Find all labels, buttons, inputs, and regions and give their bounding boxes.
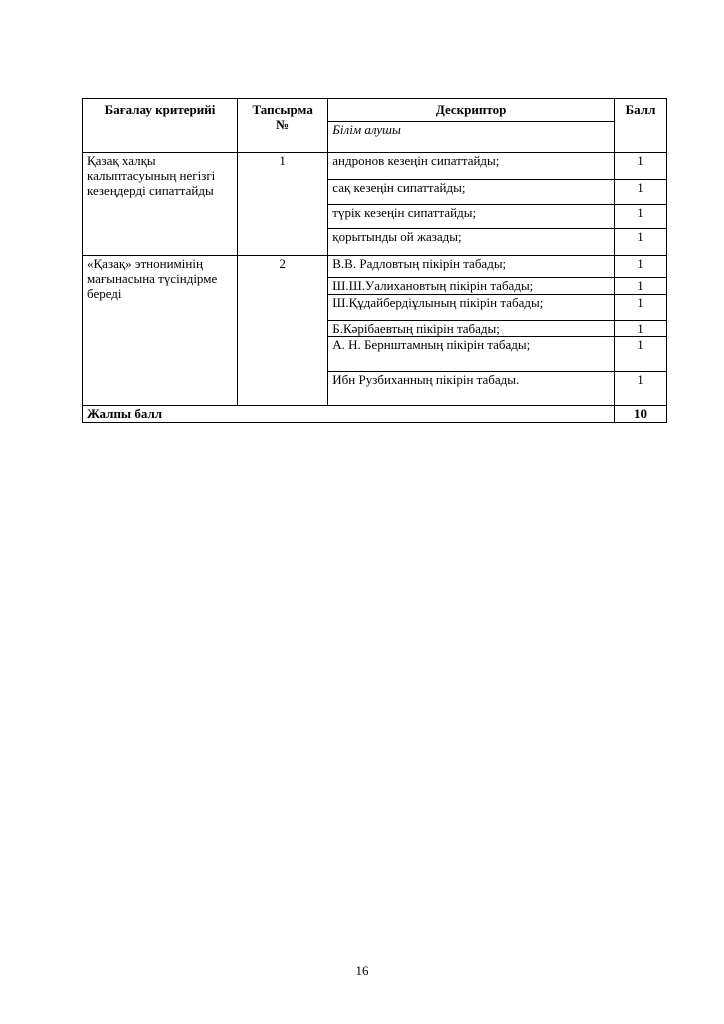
- total-label: Жалпы балл: [83, 406, 615, 423]
- descriptor-cell: Ибн Рузбиханның пікірін табады.: [328, 372, 615, 406]
- score-cell: 1: [614, 372, 666, 406]
- descriptor-cell: андронов кезеңін сипаттайды;: [328, 153, 615, 180]
- score-cell: 1: [614, 337, 666, 372]
- task-number-cell: 1: [238, 153, 328, 256]
- table-row: [83, 256, 667, 278]
- table-row: [83, 153, 667, 180]
- score-cell: 1: [614, 278, 666, 295]
- task-number-cell: 2: [238, 256, 328, 406]
- score-cell: 1: [614, 180, 666, 205]
- header-descriptor-sub: Білім алушы: [328, 122, 615, 153]
- criterion-cell: Қазақ халқы калыптасуының негізгі кезеңдерді сипаттайды: [83, 153, 238, 256]
- header-row: [83, 99, 667, 122]
- score-cell: 1: [614, 205, 666, 229]
- score-cell: 1: [614, 321, 666, 337]
- header-task-label: Тапсырма: [252, 102, 313, 117]
- total-score: 10: [614, 406, 666, 423]
- page-number: 16: [355, 963, 369, 978]
- total-row: [83, 406, 667, 423]
- descriptor-cell: Б.Кәрібаевтың пікірін табады;: [328, 321, 615, 337]
- descriptor-cell: түрік кезеңін сипаттайды;: [328, 205, 615, 229]
- header-criterion: Бағалау критерийі: [83, 99, 238, 153]
- score-cell: 1: [614, 295, 666, 321]
- descriptor-cell: сақ кезеңін сипаттайды;: [328, 180, 615, 205]
- header-score: Балл: [614, 99, 666, 153]
- score-cell: 1: [614, 256, 666, 278]
- score-cell: 1: [614, 229, 666, 256]
- header-task-number-sign: №: [276, 117, 290, 132]
- descriptor-cell: қорытынды ой жазады;: [328, 229, 615, 256]
- header-task: [238, 99, 328, 153]
- header-descriptor: Дескриптор: [328, 99, 615, 122]
- score-cell: 1: [614, 153, 666, 180]
- assessment-rubric-table: [82, 98, 667, 423]
- descriptor-cell: Ш.Құдайбердіұлының пікірін табады;: [328, 295, 615, 321]
- descriptor-cell: А. Н. Бернштамның пікірін табады;: [328, 337, 615, 372]
- descriptor-cell: Ш.Ш.Уалихановтың пікірін табады;: [328, 278, 615, 295]
- descriptor-cell: В.В. Радловтың пікірін табады;: [328, 256, 615, 278]
- criterion-cell: «Қазақ» этнонимінің мағынасына түсіндірме береді: [83, 256, 238, 406]
